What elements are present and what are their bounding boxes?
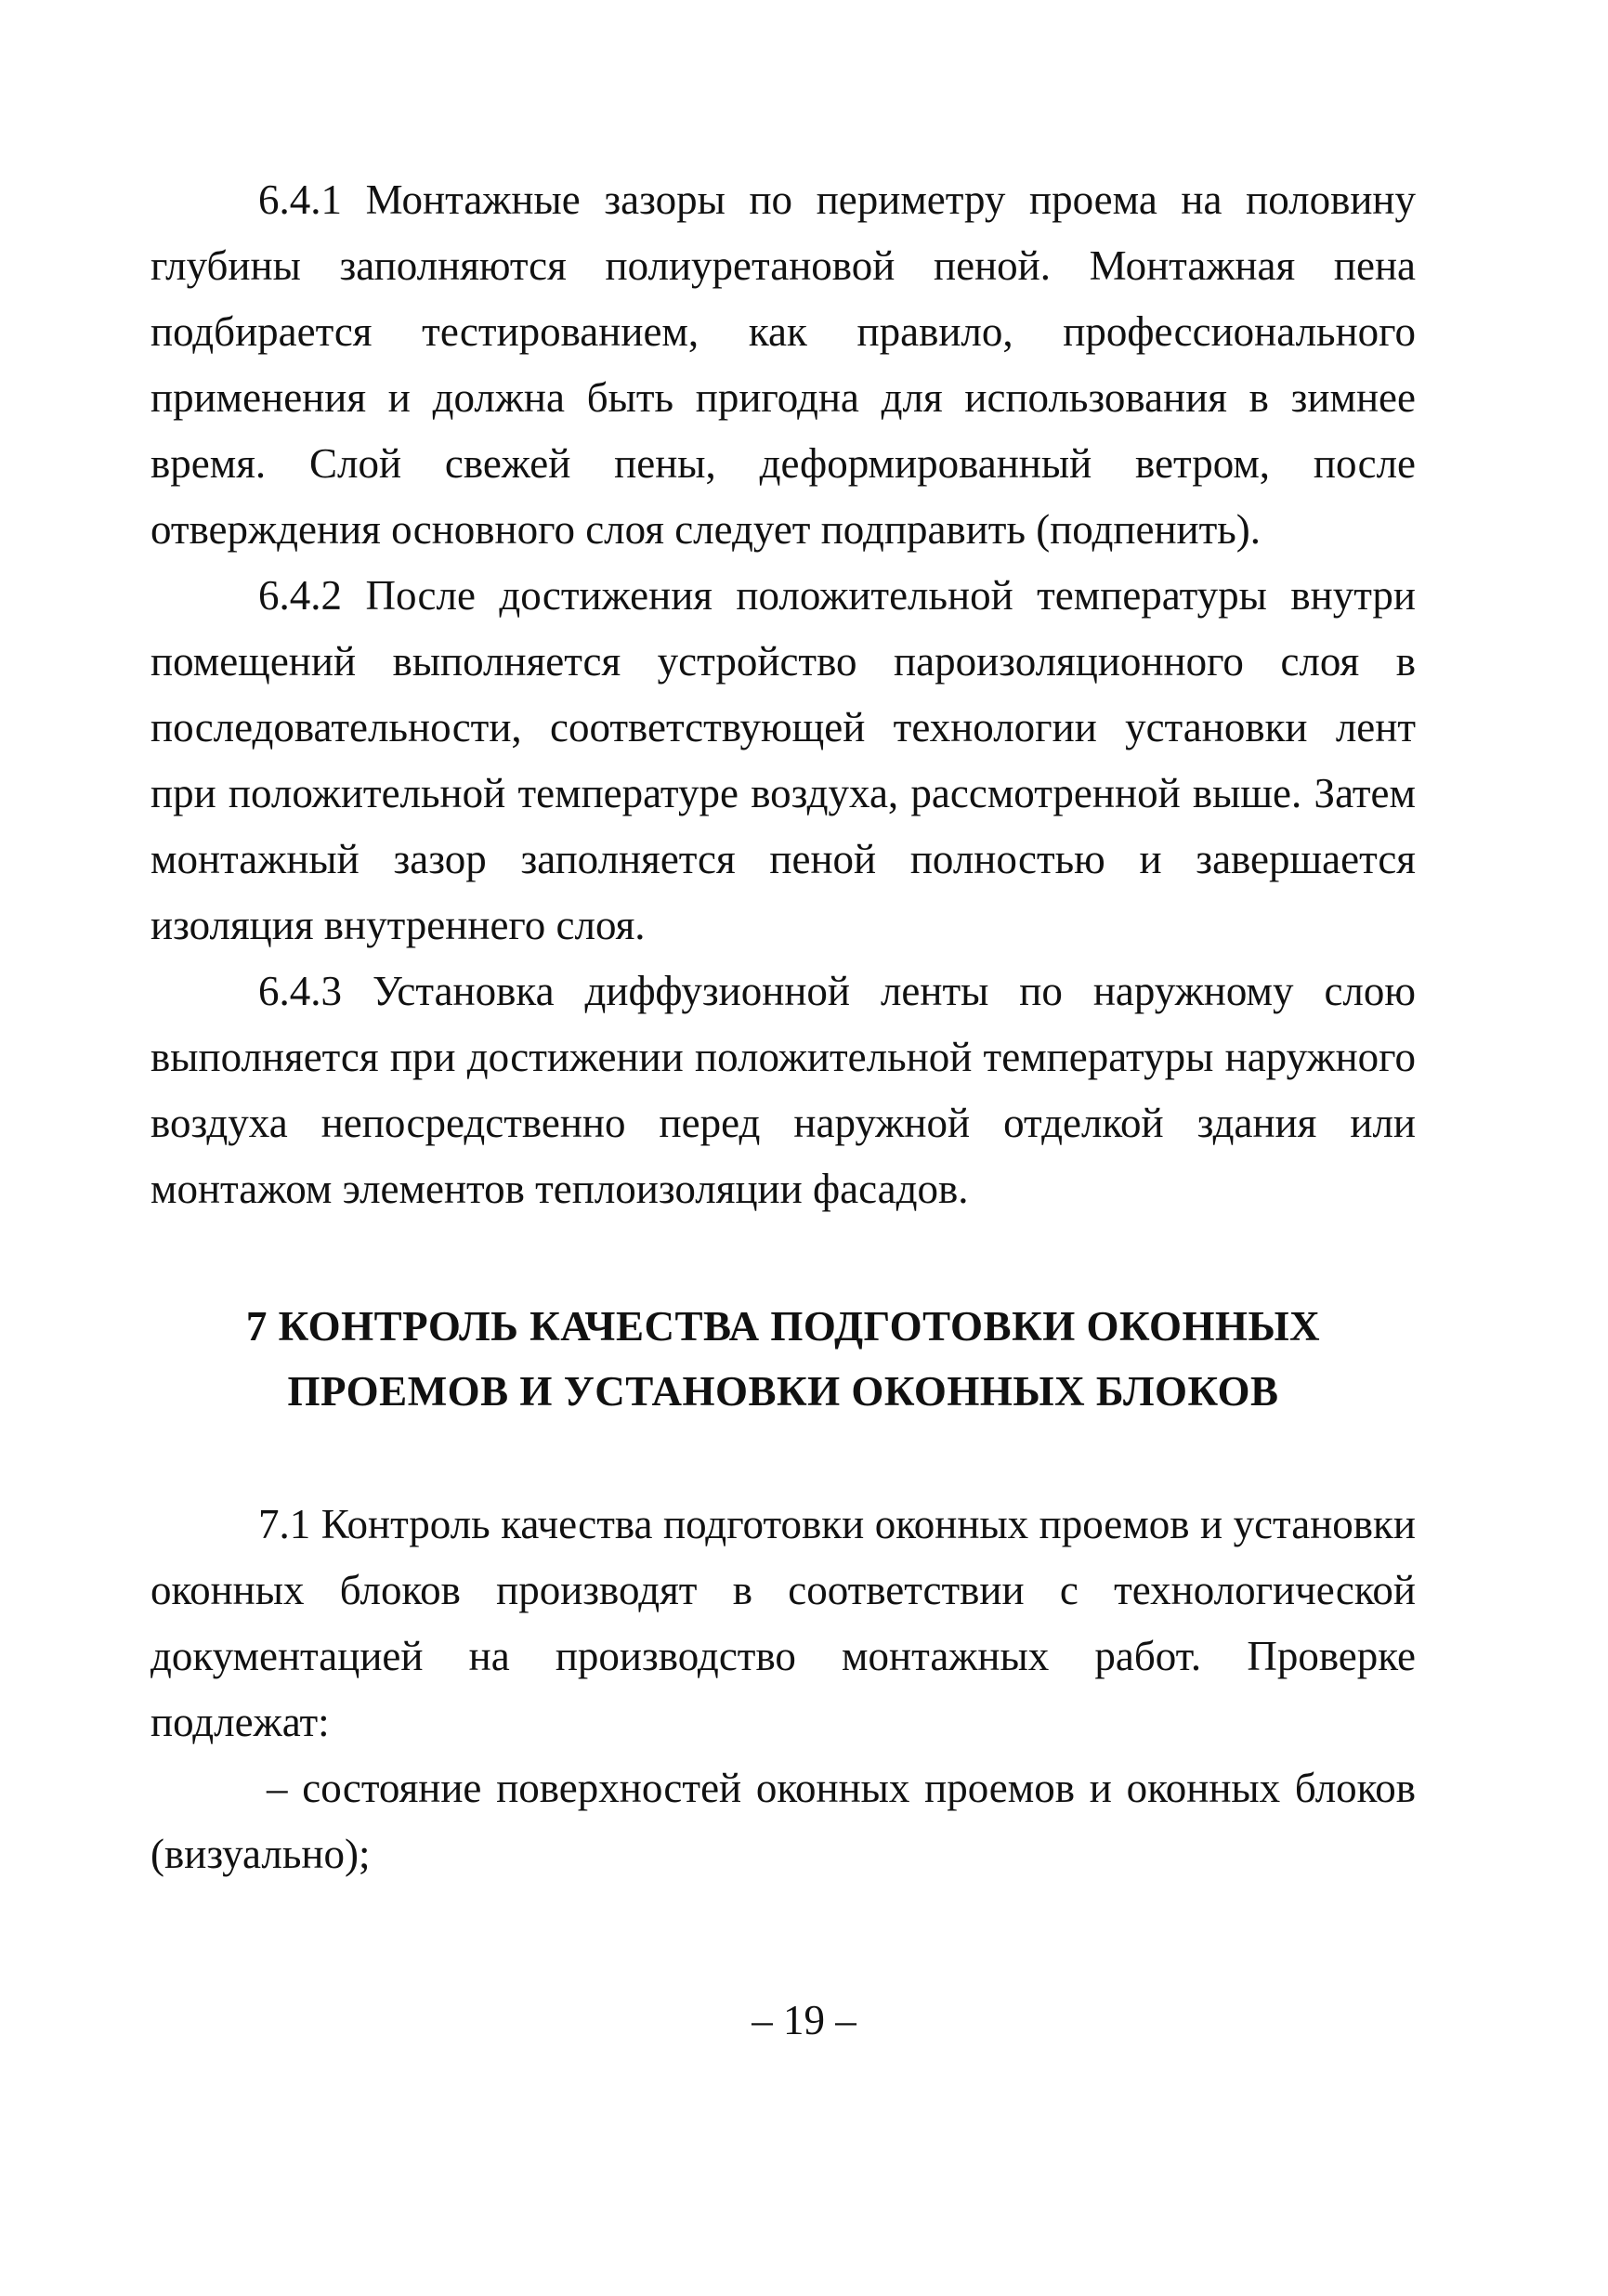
paragraph-6-4-2: 6.4.2 После достижения положительной температуры внутри помещений выполняется устройство пароизоляционного слоя в последовательности, соответствующей технологии установки лент при положительной температуре воздуха, рассмотренной выше. Затем монтажный зазор заполняется пеной полностью и завершается изоляция внутреннего слоя. xyxy=(150,572,1416,948)
paragraph-6-4-3: 6.4.3 Установка диффузионной ленты по наружному слою выполняется при достижении положительной температуры наружного воздуха непосредственно перед наружной отделкой здания или монтажом элементов теплоизоляции фасадов. xyxy=(150,968,1416,1212)
section-7-heading xyxy=(150,1294,1416,1424)
page-number: – 19 – xyxy=(752,1997,856,2043)
paragraph-7-1: 7.1 Контроль качества подготовки оконных проемов и установки оконных блоков производят в соответствии с технологической документацией на производство монтажных работ. Проверке подлежат: xyxy=(150,1501,1416,1745)
list-item-surface-condition: – состояние поверхностей оконных проемов и оконных блоков (визуально); xyxy=(150,1765,1416,1877)
section-7-heading-line-1: 7 КОНТРОЛЬ КАЧЕСТВА ПОДГОТОВКИ ОКОННЫХ xyxy=(245,1303,1321,1350)
paragraph-6-4-1: 6.4.1 Монтажные зазоры по периметру проема на половину глубины заполняются полиуретановой пеной. Монтажная пена подбирается тестированием, как правило, профессионального применения и должна быть пригодна для использования в зимнее время. Слой свежей пены, деформированный ветром, после отверждения основного слоя следует подправить (подпенить). xyxy=(150,176,1416,553)
section-6-text xyxy=(150,167,1416,1222)
section-7-text xyxy=(150,1492,1416,1887)
section-7-heading-line-2: ПРОЕМОВ И УСТАНОВКИ ОКОННЫХ БЛОКОВ xyxy=(287,1368,1279,1415)
